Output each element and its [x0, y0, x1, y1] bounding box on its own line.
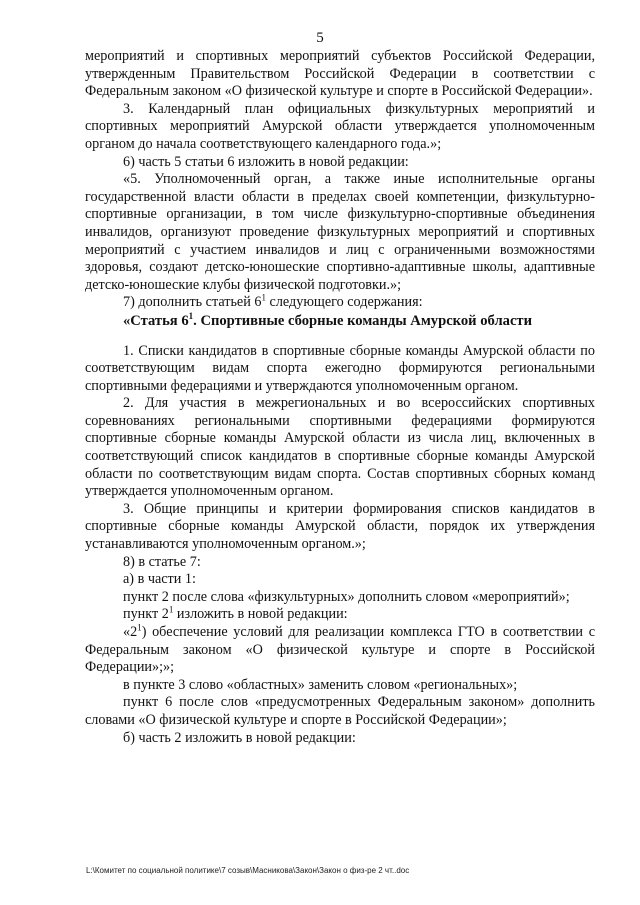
paragraph-part-5: «5. Уполномоченный орган, а также иные исполнительные органы государственной власти области в пределах своей компетенции, физкультурно-спортивные организации, в том числе физкультурно-спортивные объединения инвалидов, организуют проведение физкультурных мероприятий и спортивных мероприятий с участием инвалидов и лиц с ограниченными возможностями здоровья, создают детско-юношеские спортивно-адаптивные школы, адаптивные детско-юношеские клубы физической подготовки.»; — [85, 171, 595, 293]
paragraph-point-2-1 — [85, 606, 595, 624]
paragraph-point-3: в пункте 3 слово «областных» заменить словом «региональных»; — [123, 676, 518, 693]
paragraph-item-6: 6) часть 5 статьи 6 изложить в новой редакции: — [123, 153, 409, 170]
point-2-1-text-after: изложить в новой редакции: — [173, 606, 348, 623]
file-path-footer: L:\Комитет по социальной политике\7 созыв\Масникова\Закон\Закон о физ-ре 2 чт..doc — [86, 866, 410, 875]
article-heading-title: . Спортивные сборные команды Амурской области — [193, 312, 533, 329]
paragraph-clause-1: 1. Списки кандидатов в спортивные сборные команды Амурской области по соответствующим видам спорта ежегодно формируются региональными спортивными федерациями и утверждаются уполномоченным органом. — [85, 342, 595, 394]
item-7-text-after: следующего содержания: — [265, 294, 423, 311]
paragraph-item-8: 8) в статье 7: — [123, 553, 201, 570]
item-7-superscript: 1 — [261, 292, 266, 303]
paragraph-clause-2: 2. Для участия в межрегиональных и во всероссийских спортивных соревнованиях региональными спортивными федерациями формируются спортивные сборные команды Амурской области из числа лиц, включенных в соответствующий список кандидатов в спортивные сборные команды Амурской области по соответствующим видам спорта. Состав спортивных сборных команд утверждается уполномоченным органом. — [85, 395, 595, 500]
gto-text: «2 — [123, 624, 138, 640]
paragraph-gto — [85, 624, 595, 677]
gto-text-after: ) обеспечение условий для реализации комплекса ГТО в соответствии с Федеральным законом «О физической культуре и спорте в Российской Федерации»;»; — [85, 624, 595, 676]
point-2-1-text: пункт 2 — [123, 606, 169, 623]
paragraph-clause-3: 3. Общие принципы и критерии формирования списков кандидатов в спортивные сборные команды Амурской области, порядок их утверждения устанавливаются уполномоченным органом.»; — [85, 500, 595, 553]
paragraph-calendar-plan: 3. Календарный план официальных физкультурных мероприятий и спортивных мероприятий Амурской области утверждается уполномоченным органом до начала соответствующего календарного года.»; — [85, 100, 595, 152]
article-heading-superscript: 1 — [188, 311, 194, 322]
item-7-text: 7) дополнить статьей 6 — [123, 294, 262, 311]
page-number: 5 — [316, 30, 324, 46]
document-body — [85, 48, 595, 747]
paragraph-sub-b: б) часть 2 изложить в новой редакции: — [123, 729, 356, 746]
paragraph-item-7 — [85, 294, 595, 312]
point-2-1-superscript: 1 — [168, 604, 174, 615]
paragraph-point-6: пункт 6 после слов «предусмотренных Федеральным законом» дополнить словами «О физической культуре и спорте в Российской Федерации»; — [85, 694, 595, 728]
paragraph-point-2: пункт 2 после слова «физкультурных» дополнить словом «мероприятий»; — [123, 588, 570, 605]
paragraph-sub-a: а) в части 1: — [123, 571, 196, 588]
article-heading-text: «Статья 6 — [123, 312, 189, 329]
article-heading — [85, 313, 595, 331]
paragraph-continuation: мероприятий и спортивных мероприятий субъектов Российской Федерации, утвержденным Правительством Российской Федерации в соответствии с Федеральным законом «О физической культуре и спорте в Российской Федерации». — [85, 48, 595, 100]
gto-superscript: 1 — [137, 622, 142, 633]
